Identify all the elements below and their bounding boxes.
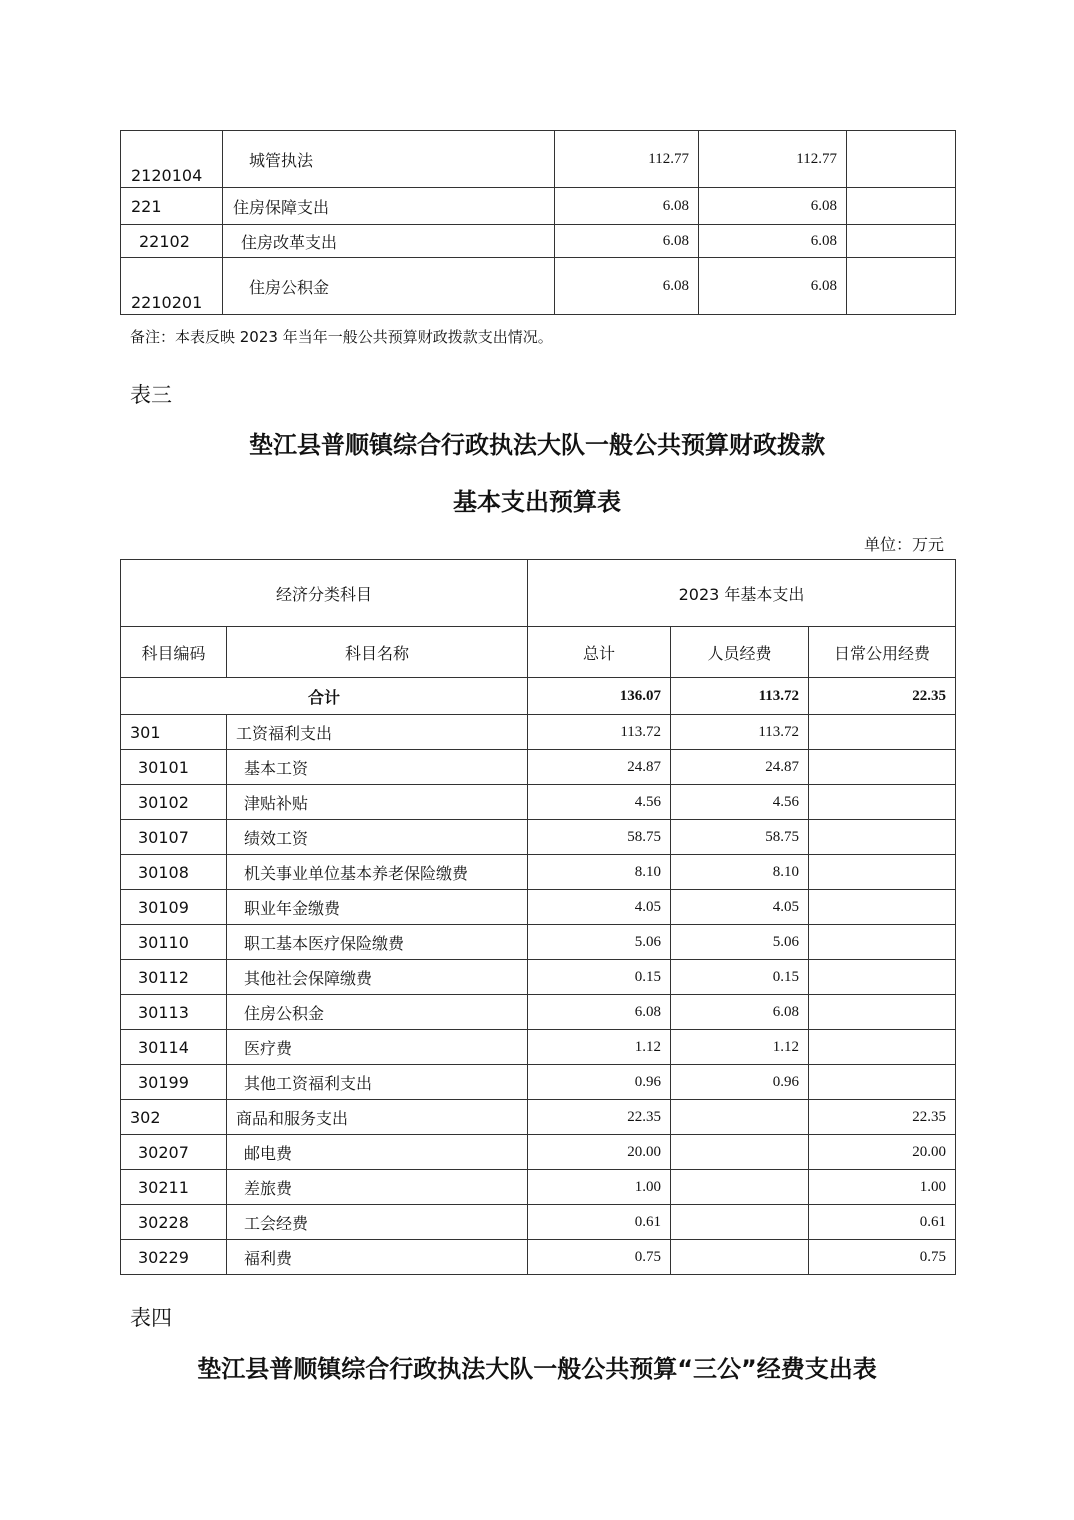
total-value: 58.75 (528, 820, 671, 855)
public-value: 1.00 (809, 1170, 956, 1205)
table3-tag: 表三 (130, 383, 172, 407)
total-value: 8.10 (528, 855, 671, 890)
personnel-value: 6.08 (671, 995, 809, 1030)
subject-name: 住房公积金 (223, 258, 555, 315)
table-row (121, 1205, 956, 1240)
total-header: 总计 (528, 627, 671, 678)
personnel-header: 人员经费 (671, 627, 809, 678)
personnel-value (671, 1100, 809, 1135)
total-value: 0.96 (528, 1065, 671, 1100)
basic-value: 6.08 (699, 188, 847, 225)
subject-name: 津贴补贴 (227, 785, 528, 820)
table-row (121, 258, 956, 315)
subject-name: 差旅费 (227, 1170, 528, 1205)
subject-code: 221 (121, 188, 223, 225)
table-row (121, 188, 956, 225)
subject-code: 30211 (121, 1170, 227, 1205)
subject-code: 30199 (121, 1065, 227, 1100)
total-value: 0.75 (528, 1240, 671, 1275)
total-value: 1.12 (528, 1030, 671, 1065)
sum-label: 合计 (121, 678, 528, 715)
table3-title-line2: 基本支出预算表 (453, 488, 621, 516)
personnel-value: 113.72 (671, 715, 809, 750)
subject-name: 住房改革支出 (223, 225, 555, 258)
public-value (809, 750, 956, 785)
subject-name: 职工基本医疗保险缴费 (227, 925, 528, 960)
table-row (121, 960, 956, 995)
public-value (809, 820, 956, 855)
subject-code: 30102 (121, 785, 227, 820)
public-value (809, 925, 956, 960)
subject-code: 30101 (121, 750, 227, 785)
subject-code: 30114 (121, 1030, 227, 1065)
public-value (809, 1030, 956, 1065)
subject-code: 30112 (121, 960, 227, 995)
project-value (847, 258, 956, 315)
table-row (121, 995, 956, 1030)
subject-name: 城管执法 (223, 131, 555, 188)
public-value (809, 785, 956, 820)
public-value: 0.75 (809, 1240, 956, 1275)
header-row (121, 560, 956, 627)
table-row (121, 750, 956, 785)
public-header: 日常公用经费 (809, 627, 956, 678)
subject-name: 工会经费 (227, 1205, 528, 1240)
subject-name: 机关事业单位基本养老保险缴费 (227, 855, 528, 890)
subject-code: 30107 (121, 820, 227, 855)
unit-label: 单位：万元 (863, 535, 944, 554)
subject-code: 302 (121, 1100, 227, 1135)
table-row (121, 1030, 956, 1065)
total-value: 1.00 (528, 1170, 671, 1205)
code-header: 科目编码 (121, 627, 227, 678)
name-header: 科目名称 (227, 627, 528, 678)
subject-name: 医疗费 (227, 1030, 528, 1065)
total-value: 5.06 (528, 925, 671, 960)
total-value: 6.08 (528, 995, 671, 1030)
table-row (121, 855, 956, 890)
subject-name: 福利费 (227, 1240, 528, 1275)
table-row (121, 925, 956, 960)
personnel-value: 4.56 (671, 785, 809, 820)
subject-name: 住房保障支出 (223, 188, 555, 225)
public-value: 20.00 (809, 1135, 956, 1170)
subject-name: 基本工资 (227, 750, 528, 785)
public-value: 22.35 (809, 1100, 956, 1135)
public-value (809, 715, 956, 750)
subject-code: 30229 (121, 1240, 227, 1275)
table-row (121, 1100, 956, 1135)
subject-name: 职业年金缴费 (227, 890, 528, 925)
project-value (847, 188, 956, 225)
subject-name: 住房公积金 (227, 995, 528, 1030)
table4-title: 垫江县普顺镇综合行政执法大队一般公共预算“三公”经费支出表 (197, 1355, 877, 1383)
subject-code: 2210201 (121, 258, 223, 315)
subject-name: 商品和服务支出 (227, 1100, 528, 1135)
sum-total: 136.07 (528, 678, 671, 715)
personnel-value: 24.87 (671, 750, 809, 785)
basic-value: 6.08 (699, 258, 847, 315)
personnel-value: 0.15 (671, 960, 809, 995)
public-value (809, 1065, 956, 1100)
subject-code: 22102 (121, 225, 223, 258)
table-row (121, 785, 956, 820)
total-value: 0.15 (528, 960, 671, 995)
total-value: 4.56 (528, 785, 671, 820)
personnel-value (671, 1135, 809, 1170)
personnel-value: 58.75 (671, 820, 809, 855)
personnel-value: 0.96 (671, 1065, 809, 1100)
table-row (121, 715, 956, 750)
personnel-value (671, 1170, 809, 1205)
subject-code: 301 (121, 715, 227, 750)
basic-expenditure-table (120, 559, 956, 1275)
subject-name: 其他社会保障缴费 (227, 960, 528, 995)
total-value: 112.77 (555, 131, 699, 188)
personnel-value: 5.06 (671, 925, 809, 960)
project-value (847, 131, 956, 188)
continuation-table (120, 130, 956, 315)
subject-name: 工资福利支出 (227, 715, 528, 750)
table-row (121, 1240, 956, 1275)
subject-name: 其他工资福利支出 (227, 1065, 528, 1100)
basic-value: 6.08 (699, 225, 847, 258)
personnel-value: 4.05 (671, 890, 809, 925)
personnel-value: 1.12 (671, 1030, 809, 1065)
table-row (121, 225, 956, 258)
table-row (121, 820, 956, 855)
total-value: 113.72 (528, 715, 671, 750)
sum-public: 22.35 (809, 678, 956, 715)
public-value (809, 960, 956, 995)
personnel-value: 8.10 (671, 855, 809, 890)
sum-personnel: 113.72 (671, 678, 809, 715)
total-value: 24.87 (528, 750, 671, 785)
public-value (809, 855, 956, 890)
table-row (121, 890, 956, 925)
subject-code: 2120104 (121, 131, 223, 188)
total-value: 6.08 (555, 258, 699, 315)
personnel-value (671, 1205, 809, 1240)
table-row (121, 1170, 956, 1205)
total-value: 20.00 (528, 1135, 671, 1170)
subject-code: 30207 (121, 1135, 227, 1170)
personnel-value (671, 1240, 809, 1275)
subject-code: 30113 (121, 995, 227, 1030)
table-note: 备注：本表反映 2023 年当年一般公共预算财政拨款支出情况。 (130, 328, 553, 346)
header-row (121, 627, 956, 678)
table-row (121, 1135, 956, 1170)
project-value (847, 225, 956, 258)
subject-code: 30108 (121, 855, 227, 890)
sum-row (121, 678, 956, 715)
total-value: 6.08 (555, 225, 699, 258)
public-value: 0.61 (809, 1205, 956, 1240)
total-value: 4.05 (528, 890, 671, 925)
total-value: 22.35 (528, 1100, 671, 1135)
public-value (809, 890, 956, 925)
econ-class-header: 经济分类科目 (121, 560, 528, 627)
subject-code: 30110 (121, 925, 227, 960)
total-value: 6.08 (555, 188, 699, 225)
basic-value: 112.77 (699, 131, 847, 188)
public-value (809, 995, 956, 1030)
table4-tag: 表四 (130, 1306, 172, 1330)
subject-name: 邮电费 (227, 1135, 528, 1170)
subject-code: 30228 (121, 1205, 227, 1240)
year-basic-header: 2023 年基本支出 (528, 560, 956, 627)
total-value: 0.61 (528, 1205, 671, 1240)
subject-code: 30109 (121, 890, 227, 925)
table-row (121, 131, 956, 188)
table-row (121, 1065, 956, 1100)
table3-title-line1: 垫江县普顺镇综合行政执法大队一般公共预算财政拨款 (249, 431, 825, 459)
subject-name: 绩效工资 (227, 820, 528, 855)
